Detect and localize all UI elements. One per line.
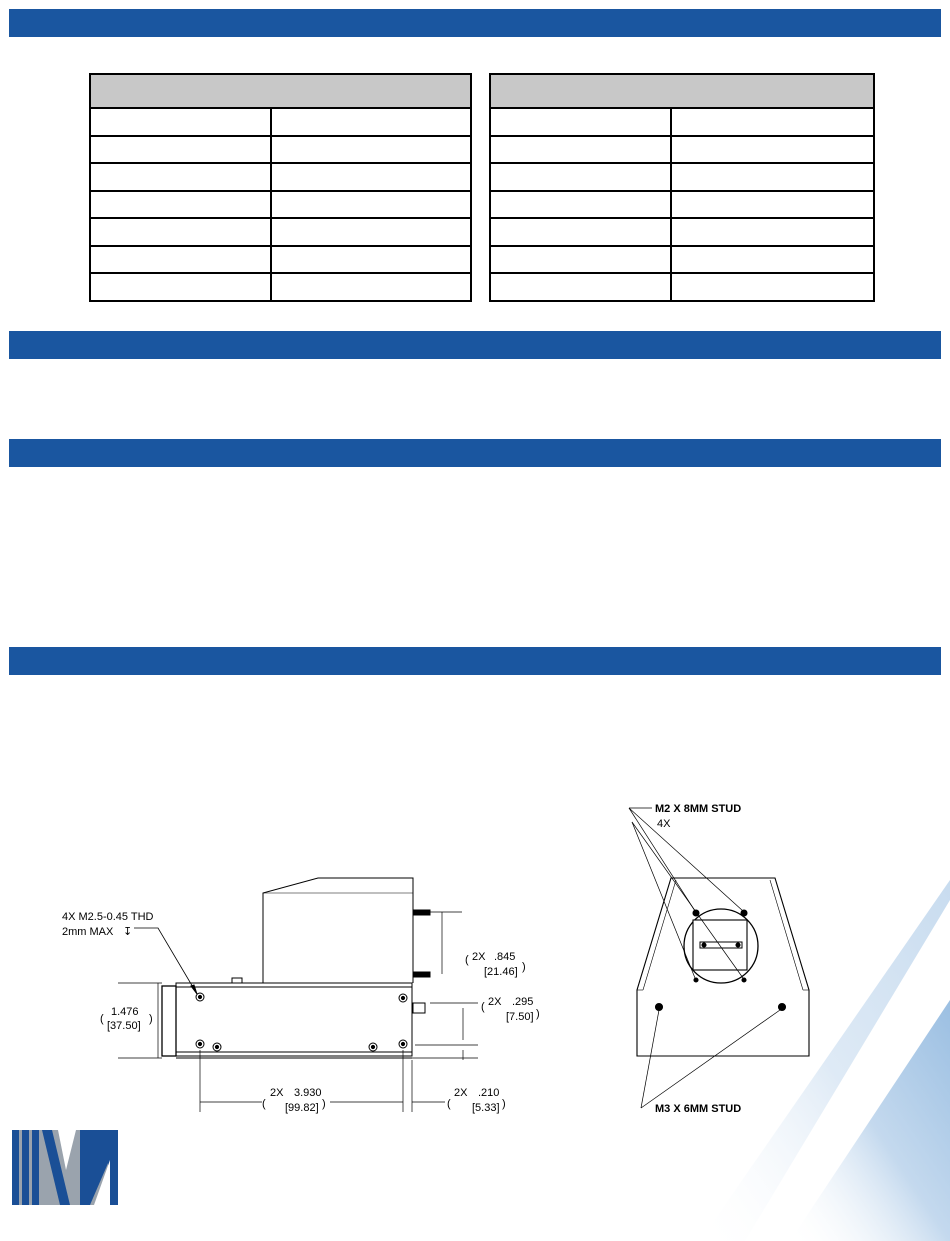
dim-d-prefix: 2X bbox=[454, 1087, 468, 1099]
dim-b-in: .295 bbox=[512, 996, 534, 1008]
dim-a-mm: [21.46] bbox=[484, 966, 518, 978]
svg-text:): ) bbox=[536, 1008, 540, 1020]
dim-height-in: 1.476 bbox=[111, 1006, 139, 1018]
svg-text:): ) bbox=[322, 1098, 326, 1110]
dim-a-prefix: 2X bbox=[472, 951, 486, 963]
dim-c-in: 3.930 bbox=[294, 1087, 322, 1099]
stud-top-count: 4X bbox=[657, 818, 671, 830]
stud-top-label: M2 X 8MM STUD bbox=[655, 803, 742, 815]
svg-text:): ) bbox=[149, 1013, 153, 1025]
dim-c-mm: [99.82] bbox=[285, 1102, 319, 1114]
dim-d-in: .210 bbox=[478, 1087, 500, 1099]
thread-callout-line2: 2mm MAX bbox=[62, 926, 114, 938]
svg-text:(: ( bbox=[481, 1001, 485, 1013]
svg-text:): ) bbox=[522, 961, 526, 973]
svg-text:(: ( bbox=[100, 1013, 104, 1025]
dim-b-prefix: 2X bbox=[488, 996, 502, 1008]
dim-b-mm: [7.50] bbox=[506, 1011, 534, 1023]
dim-height-mm: [37.50] bbox=[107, 1020, 141, 1032]
svg-text:): ) bbox=[502, 1098, 506, 1110]
dim-a-in: .845 bbox=[494, 951, 516, 963]
dim-d-mm: [5.33] bbox=[472, 1102, 500, 1114]
depth-symbol-icon: ↧ bbox=[123, 926, 133, 938]
thread-callout-line1: 4X M2.5-0.45 THD bbox=[62, 911, 154, 923]
svg-text:(: ( bbox=[465, 954, 469, 966]
svg-text:(: ( bbox=[447, 1098, 451, 1110]
front-view bbox=[629, 808, 809, 1108]
svg-text:(: ( bbox=[262, 1098, 266, 1110]
dim-c-prefix: 2X bbox=[270, 1087, 284, 1099]
stud-bottom-label: M3 X 6MM STUD bbox=[655, 1103, 742, 1115]
side-view bbox=[118, 878, 478, 1112]
company-logo bbox=[12, 1130, 118, 1205]
